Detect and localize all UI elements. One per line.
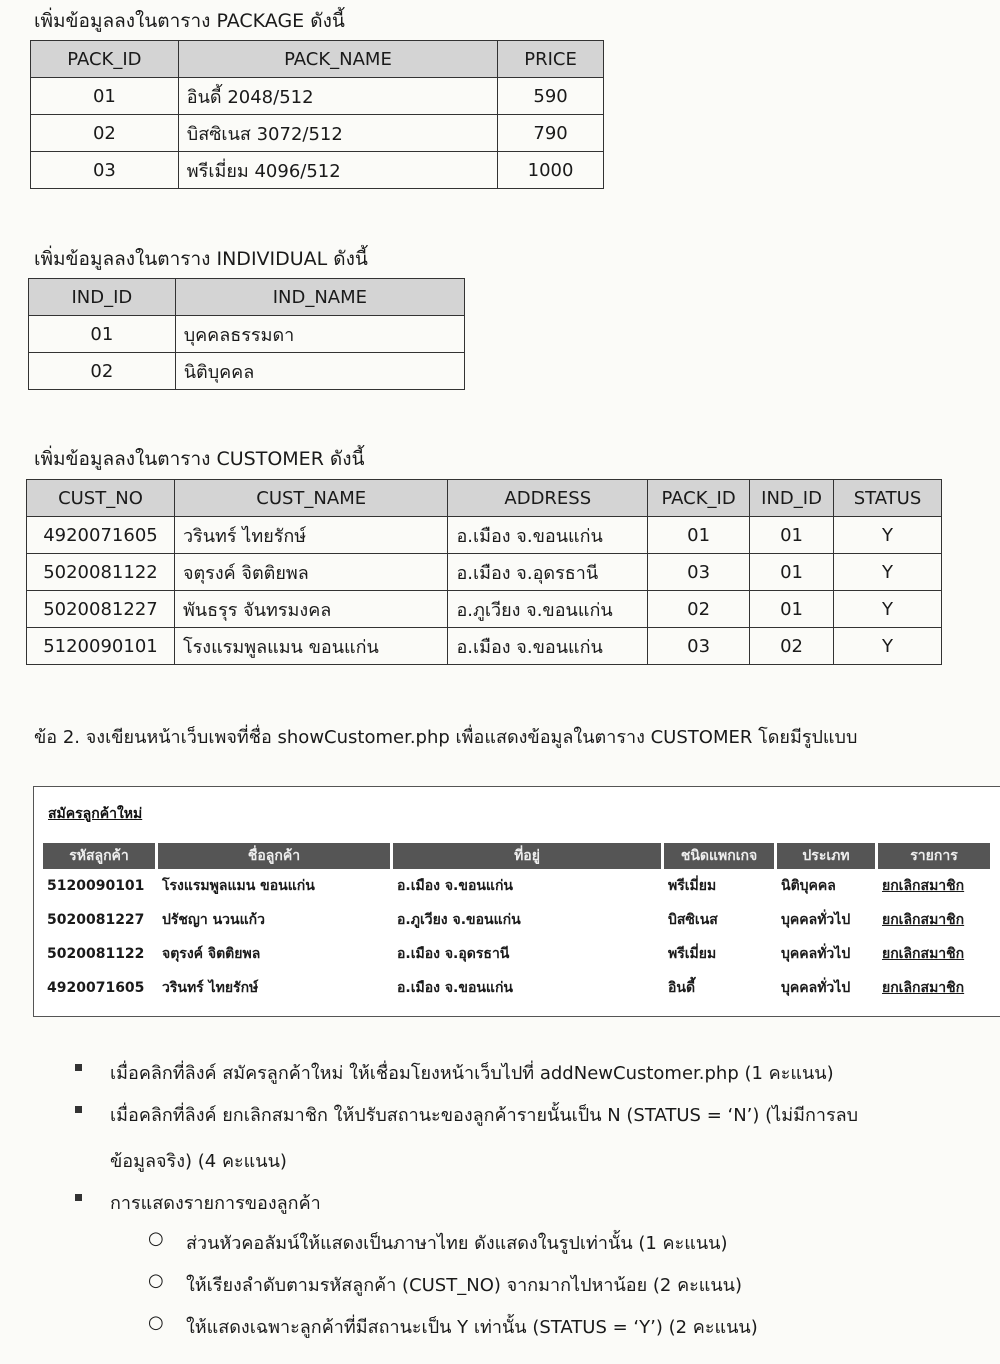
cell: อ.เมือง จ.อุดรธานี [448, 554, 648, 591]
cell: 4920071605 [47, 980, 145, 996]
cell: พรีเมี่ยม [668, 878, 717, 894]
cell: Y [834, 591, 942, 628]
customer-table [26, 479, 942, 665]
cell: อินดี้ [668, 980, 696, 996]
bullet-square-icon [75, 1106, 82, 1113]
cell: นิติบุคคล [781, 878, 836, 894]
bullet-square-icon [75, 1064, 82, 1071]
table-row [31, 152, 604, 189]
requirement-item: การแสดงรายการของลูกค้า [110, 1193, 321, 1214]
cell: Y [834, 554, 942, 591]
table-row [29, 353, 465, 390]
new-customer-link[interactable]: สมัครลูกค้าใหม่ [48, 806, 143, 822]
cell: 01 [31, 78, 179, 115]
question-2: ข้อ 2. จงเขียนหน้าเว็บเพจที่ชื่อ showCustomer.php เพื่อแสดงข้อมูลในตาราง CUSTOMER โดยมีรูปแบบ [34, 727, 858, 748]
col-ind-id: IND_ID [750, 480, 834, 517]
cell: 4920071605 [27, 517, 175, 554]
cell: พรีเมี่ยม [668, 946, 717, 962]
cell: 01 [750, 554, 834, 591]
table-row [43, 869, 990, 903]
cell: อินดี้ 2048/512 [178, 78, 497, 115]
col-customer-name: ชื่อลูกค้า [158, 843, 390, 869]
col-category: ประเภท [777, 843, 875, 869]
cell: จตุรงค์ จิตติยพล [162, 946, 261, 962]
cell: 01 [750, 591, 834, 628]
col-ind-id: IND_ID [29, 279, 176, 316]
cell: อ.เมือง จ.ขอนแก่น [397, 980, 513, 996]
cell: 01 [648, 517, 750, 554]
table-row [31, 115, 604, 152]
cell: วรินทร์ ไทยรักษ์ [174, 517, 448, 554]
cell: พรีเมี่ยม 4096/512 [178, 152, 497, 189]
cell: 790 [498, 115, 604, 152]
col-price: PRICE [498, 41, 604, 78]
cell: อ.เมือง จ.ขอนแก่น [448, 628, 648, 665]
col-cust-no: CUST_NO [27, 480, 175, 517]
bullet-circle-icon: ○ [148, 1312, 164, 1333]
table-row [29, 316, 465, 353]
cell: วรินทร์ ไทยรักษ์ [162, 980, 259, 996]
table-row [27, 554, 942, 591]
table-row [27, 591, 942, 628]
cell: บิสซิเนส 3072/512 [178, 115, 497, 152]
individual-table [28, 278, 465, 390]
cell: ปรัชญา นวนแก้ว [162, 912, 265, 928]
table-row [43, 903, 990, 937]
cell: Y [834, 517, 942, 554]
col-pack-name: PACK_NAME [178, 41, 497, 78]
table-row [27, 517, 942, 554]
cell: Y [834, 628, 942, 665]
cell: 03 [31, 152, 179, 189]
individual-heading: เพิ่มข้อมูลลงในตาราง INDIVIDUAL ดังนี้ [34, 248, 368, 270]
cell: 01 [750, 517, 834, 554]
cell: นิติบุคคล [175, 353, 464, 390]
cell: อ.เมือง จ.ขอนแก่น [397, 878, 513, 894]
requirement-item: เมื่อคลิกที่ลิงค์ สมัครลูกค้าใหม่ ให้เชื่อมโยงหน้าเว็บไปที่ addNewCustomer.php (1 คะแนน) [110, 1063, 834, 1084]
cell: บุคคลทั่วไป [781, 980, 851, 996]
cell: 5020081122 [27, 554, 175, 591]
cell: บุคคลทั่วไป [781, 946, 851, 962]
cell: โรงแรมพูลแมน ขอนแก่น [162, 878, 315, 894]
sub-requirement-item: ให้แสดงเฉพาะลูกค้าที่มีสถานะเป็น Y เท่านั้น (STATUS = ‘Y’) (2 คะแนน) [186, 1317, 758, 1338]
col-ind-name: IND_NAME [175, 279, 464, 316]
table-row [27, 628, 942, 665]
cancel-member-link[interactable]: ยกเลิกสมาชิก [882, 878, 965, 894]
cell: 02 [29, 353, 176, 390]
cell: บุคคลธรรมดา [175, 316, 464, 353]
cell: โรงแรมพูลแมน ขอนแก่น [174, 628, 448, 665]
cancel-member-link[interactable]: ยกเลิกสมาชิก [882, 912, 965, 928]
cell: 5020081227 [27, 591, 175, 628]
cell: 02 [31, 115, 179, 152]
package-heading: เพิ่มข้อมูลลงในตาราง PACKAGE ดังนี้ [34, 10, 345, 32]
cell: 5020081227 [47, 912, 145, 928]
cancel-member-link[interactable]: ยกเลิกสมาชิก [882, 980, 965, 996]
cell: 03 [648, 554, 750, 591]
cell: จตุรงค์ จิตติยพล [174, 554, 448, 591]
web-preview [33, 786, 1000, 1017]
table-row [43, 937, 990, 971]
customer-heading: เพิ่มข้อมูลลงในตาราง CUSTOMER ดังนี้ [34, 448, 365, 470]
col-cust-name: CUST_NAME [174, 480, 448, 517]
preview-customer-table [40, 843, 993, 1005]
cell: 5020081122 [47, 946, 145, 962]
cell: 03 [648, 628, 750, 665]
col-address: ที่อยู่ [393, 843, 661, 869]
col-package-type: ชนิดแพกเกจ [664, 843, 774, 869]
cancel-member-link[interactable]: ยกเลิกสมาชิก [882, 946, 965, 962]
cell: อ.ภูเวียง จ.ขอนแก่น [397, 912, 521, 928]
col-action: รายการ [878, 843, 990, 869]
requirement-item-continued: ข้อมูลจริง) (4 คะแนน) [110, 1151, 287, 1172]
cell: อ.เมือง จ.อุดรธานี [397, 946, 510, 962]
sub-requirement-item: ส่วนหัวคอลัมน์ให้แสดงเป็นภาษาไทย ดังแสดงในรูปเท่านั้น (1 คะแนน) [186, 1233, 728, 1254]
cell: 5120090101 [47, 878, 145, 894]
cell: พันธรุร จันทรมงคล [174, 591, 448, 628]
cell: บุคคลทั่วไป [781, 912, 851, 928]
col-address: ADDRESS [448, 480, 648, 517]
bullet-circle-icon: ○ [148, 1270, 164, 1291]
col-pack-id: PACK_ID [648, 480, 750, 517]
package-table [30, 40, 604, 189]
cell: 1000 [498, 152, 604, 189]
cell: 01 [29, 316, 176, 353]
col-status: STATUS [834, 480, 942, 517]
sub-requirement-item: ให้เรียงลำดับตามรหัสลูกค้า (CUST_NO) จากมากไปหาน้อย (2 คะแนน) [186, 1275, 743, 1296]
cell: อ.ภูเวียง จ.ขอนแก่น [448, 591, 648, 628]
cell: 02 [648, 591, 750, 628]
requirement-item: เมื่อคลิกที่ลิงค์ ยกเลิกสมาชิก ให้ปรับสถานะของลูกค้ารายนั้นเป็น N (STATUS = ‘N’) (ไม่มีการลบ [110, 1105, 859, 1126]
bullet-square-icon [75, 1194, 82, 1201]
bullet-circle-icon: ○ [148, 1228, 164, 1249]
cell: 02 [750, 628, 834, 665]
col-pack-id: PACK_ID [31, 41, 179, 78]
cell: อ.เมือง จ.ขอนแก่น [448, 517, 648, 554]
table-row [43, 971, 990, 1005]
cell: บิสซิเนส [668, 912, 718, 928]
table-row [31, 78, 604, 115]
cell: 590 [498, 78, 604, 115]
cell: 5120090101 [27, 628, 175, 665]
col-customer-id: รหัสลูกค้า [43, 843, 155, 869]
